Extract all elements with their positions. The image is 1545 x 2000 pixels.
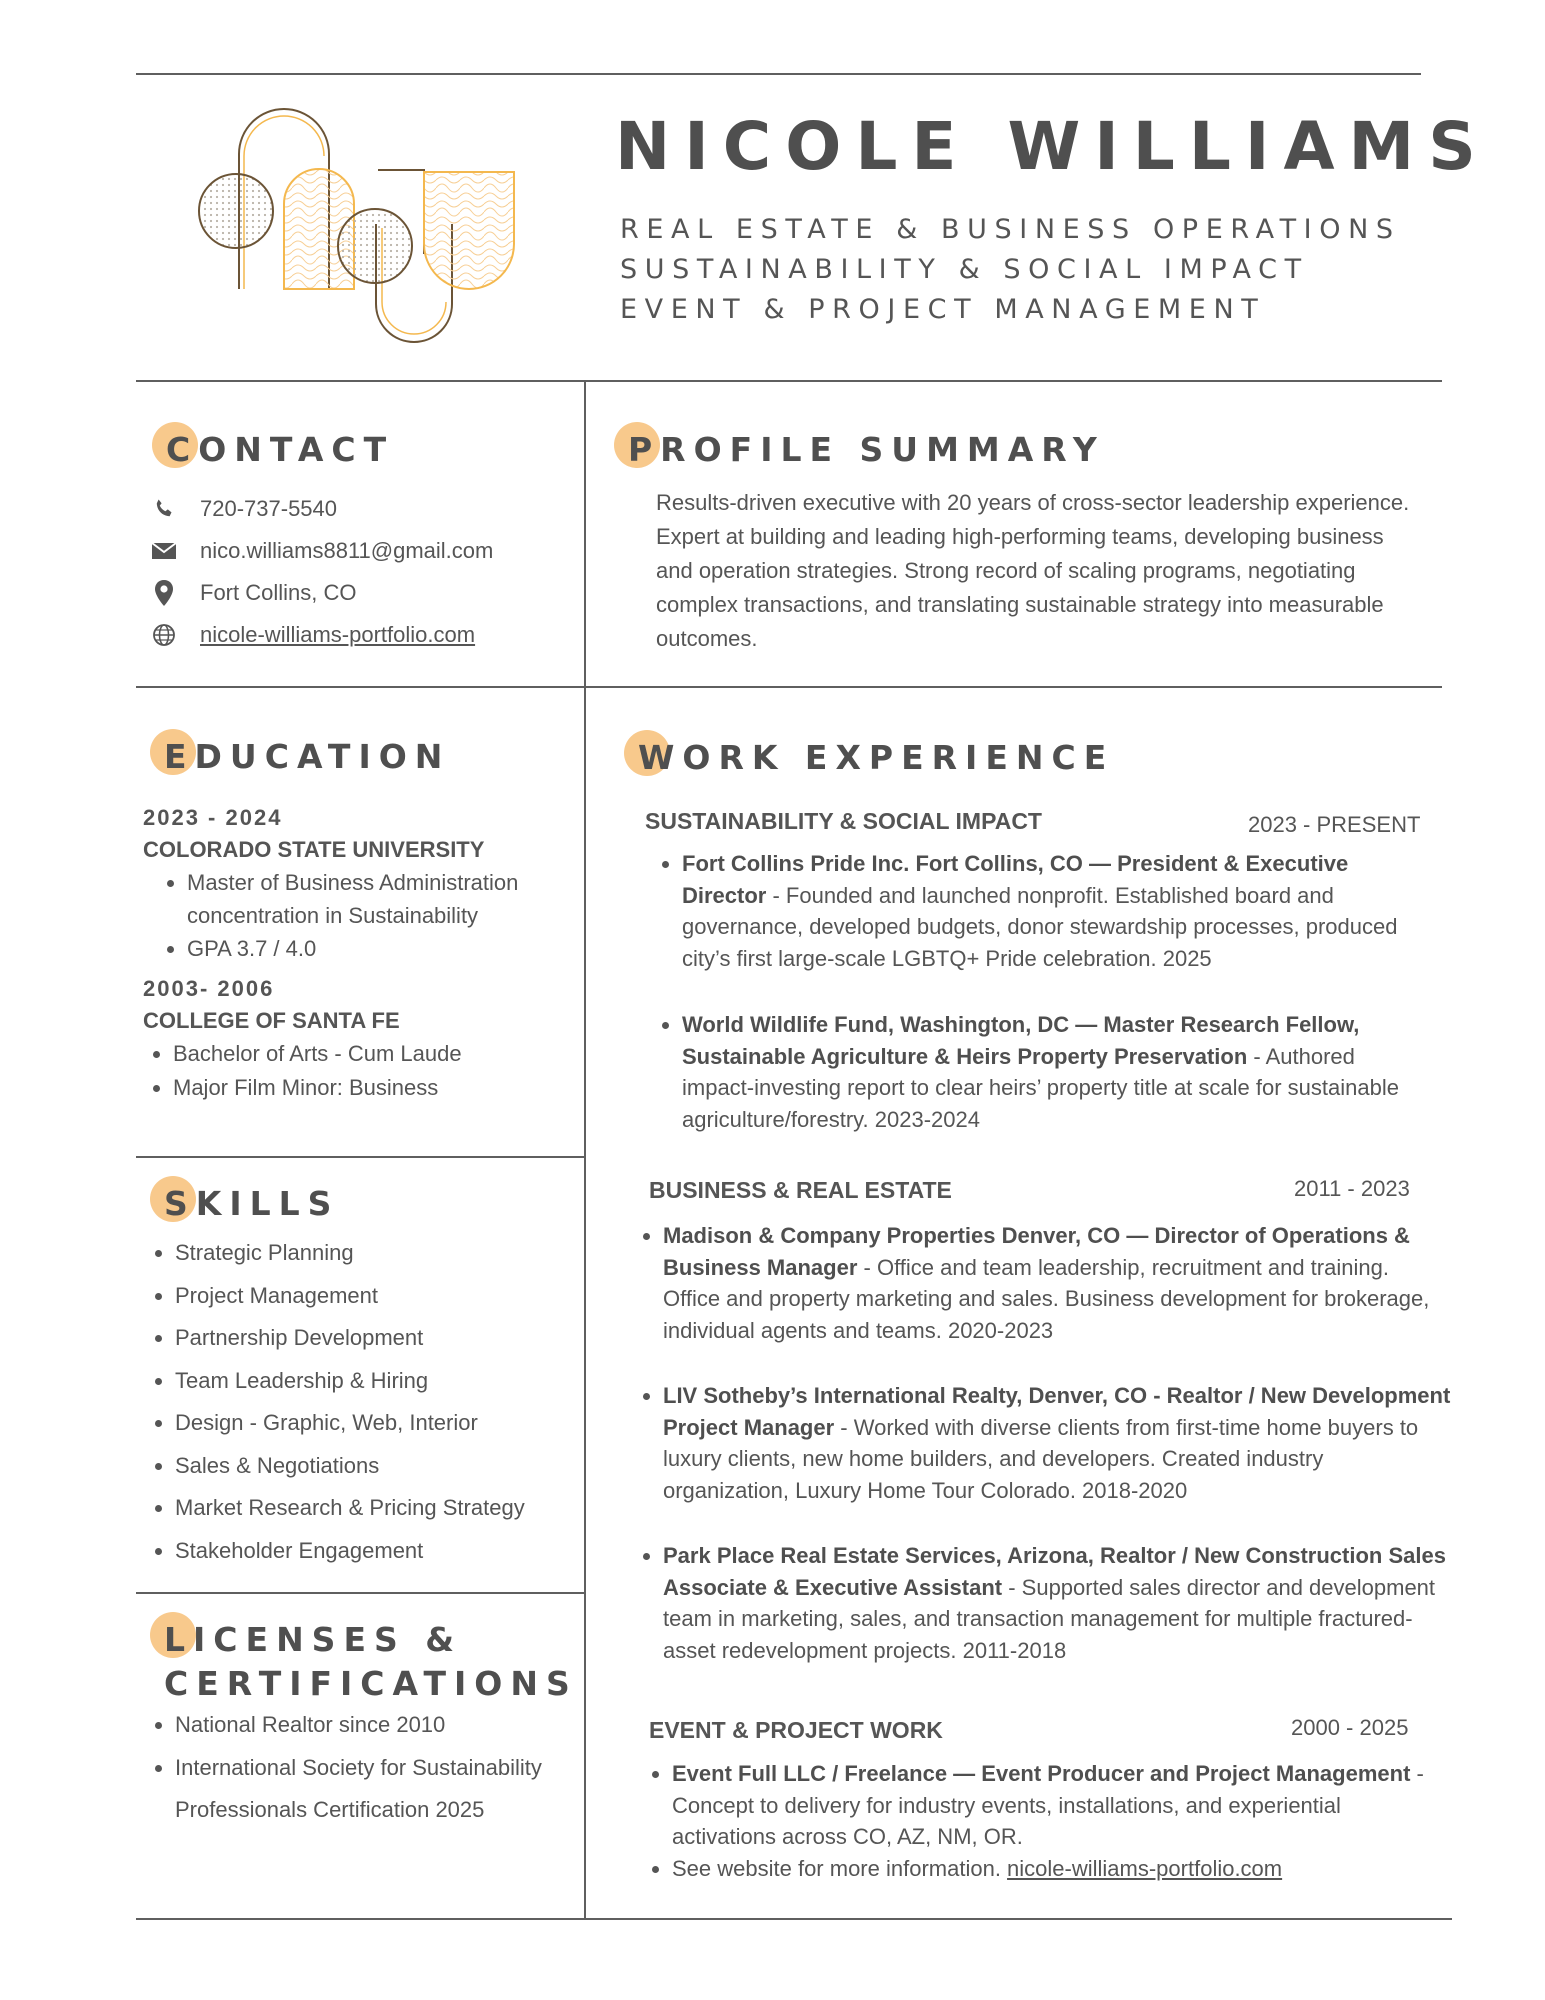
list-item [663,1220,1451,1346]
list-item: • Market Research & Pricing Strategy [175,1487,565,1530]
section-title: SKILLS [164,1184,340,1223]
job-title: LIV Sotheby’s International Realty, Denver, CO - Realtor / New Development Project Manager [663,1383,1451,1440]
list-item: • Stakeholder Engagement [175,1530,565,1573]
website-link[interactable]: nicole-williams-portfolio.com [200,622,476,647]
job-entry [642,1758,1442,1884]
profile-summary-text: Results-driven executive with 20 years of cross-sector leadership experience. Expert at building and leading high-performing teams, developing business and operation strategies. Strong record of scaling programs, negotiating complex transactions, and translating sustainable strategy into measurable outcomes. [656,490,1410,651]
globe-icon [150,621,178,649]
contact-rule [136,686,1442,688]
profile-heading [614,422,1105,472]
job-description: - Worked with diverse clients from first-time home buyers to luxury clients, new home builders, and developers. Created industry organization, Luxury Home Tour Colorado. 2018-2020 [663,1414,1419,1503]
list-item [663,1540,1451,1666]
section-title: CONTACT [166,430,395,469]
list-item: • Team Leadership & Hiring [175,1360,565,1403]
list-item: • Major Film Minor: Business [173,1071,583,1105]
job-description: - Authored impact-investing report to clear heirs’ property title at scale for sustainable agriculture/forestry. 2023-2024 [682,1043,1399,1132]
skills-list [145,1232,565,1572]
degree-list [143,1037,583,1105]
contact-heading [152,422,394,472]
list-item [672,1853,1442,1885]
job-title: Madison & Company Properties Denver, CO — Director of Operations & Business Manager [663,1223,1410,1280]
contact-website [150,614,493,656]
work-dates: 2000 - 2025 [1291,1715,1409,1740]
bottom-rule [136,1918,1452,1920]
column-divider [584,380,586,1920]
school-name: COLORADO STATE UNIVERSITY [143,837,485,862]
work-category: BUSINESS & REAL ESTATE [649,1177,952,1203]
skills-heading [150,1176,339,1226]
contact-email [150,530,493,572]
education-list [143,802,583,1105]
job-description: - Founded and launched nonprofit. Established board and governance, developed budgets, donor stewardship processes, produced city’s first large-scale LGBTQ+ Pride celebration. 2025 [682,882,1398,971]
education-heading [150,729,450,779]
list-item [682,848,1412,974]
email-address[interactable]: nico.williams8811@gmail.com [200,538,494,563]
location-text: Fort Collins, CO [200,580,357,605]
list-item: • GPA 3.7 / 4.0 [187,932,583,965]
work-category: SUSTAINABILITY & SOCIAL IMPACT [645,808,1042,834]
job-title: Park Place Real Estate Services, Arizona, Realtor / New Construction Sales Associate & Executive Assistant [663,1543,1446,1600]
top-rule [136,73,1421,75]
portfolio-link[interactable]: nicole-williams-portfolio.com [1007,1855,1283,1881]
section-title: WORK EXPERIENCE [638,738,1115,777]
job-entry [633,1220,1451,1346]
list-item: • Sales & Negotiations [175,1445,565,1488]
licenses-list [145,1704,565,1832]
website-note: See website for more information. [672,1855,1008,1881]
education-rule [136,1156,584,1158]
candidate-name: NICOLE WILLIAMS [615,108,1490,185]
monogram-logo-icon [196,104,526,358]
work-dates: 2023 - PRESENT [1248,812,1421,837]
job-description: - Supported sales director and development team in marketing, sales, and transaction management for multiple fractured-asset redevelopment projects. 2011-2018 [663,1574,1436,1663]
work-dates: 2011 - 2023 [1294,1176,1410,1201]
list-item: • Bachelor of Arts - Cum Laude [173,1037,583,1071]
education-years: 2003- 2006 [143,976,275,1001]
contact-phone [150,488,493,530]
list-item: • Master of Business Administration concentration in Sustainability [187,866,583,932]
map-pin-icon [150,579,178,607]
header-taglines [620,210,1401,330]
section-title: EDUCATION [164,737,451,776]
list-item: • National Realtor since 2010 [175,1704,565,1747]
mail-icon [150,537,178,565]
list-item [682,1009,1412,1135]
phone-number: 720-737-5540 [200,496,338,521]
section-title: LICENSES & [164,1620,463,1659]
work-category: EVENT & PROJECT WORK [649,1717,943,1743]
contact-location [150,572,493,614]
job-entry [633,1380,1451,1506]
list-item [663,1380,1451,1506]
section-title: CERTIFICATIONS [164,1664,578,1703]
job-entry [652,1009,1412,1135]
job-title: World Wildlife Fund, Washington, DC — Master Research Fellow, Sustainable Agriculture & Heirs Property Preservation [682,1012,1360,1069]
section-title: PROFILE SUMMARY [628,430,1105,469]
list-item [672,1758,1442,1853]
contact-list [150,488,493,656]
list-item: • Project Management [175,1275,565,1318]
list-item: • Partnership Development [175,1317,565,1360]
phone-icon [150,495,178,523]
job-title: Fort Collins Pride Inc. Fort Collins, CO — President & Executive Director [682,851,1349,908]
header-rule [136,380,1442,382]
degree-list [143,866,583,965]
job-entry [652,848,1412,974]
list-item: • Design - Graphic, Web, Interior [175,1402,565,1445]
job-description: - Concept to delivery for industry events, installations, and experiential activations across CO, AZ, NM, OR. [672,1761,1424,1849]
school-name: COLLEGE OF SANTA FE [143,1008,400,1033]
list-item: • Strategic Planning [175,1232,565,1275]
job-entry [633,1540,1451,1666]
tagline: SUSTAINABILITY & SOCIAL IMPACT [620,254,1309,285]
job-title: Event Full LLC / Freelance — Event Producer and Project Management [672,1761,1411,1786]
education-years: 2023 - 2024 [143,805,283,830]
job-description: - Office and team leadership, recruitment and training. Office and property marketing and sales. Business development for brokerage, individual agents and teams. 2020-2023 [663,1254,1430,1343]
list-item: • International Society for Sustainability Professionals Certification 2025 [175,1747,565,1832]
tagline: REAL ESTATE & BUSINESS OPERATIONS [620,214,1401,245]
skills-rule [136,1592,584,1594]
licenses-heading [150,1612,578,1706]
tagline: EVENT & PROJECT MANAGEMENT [620,294,1266,325]
work-heading [624,730,1114,780]
